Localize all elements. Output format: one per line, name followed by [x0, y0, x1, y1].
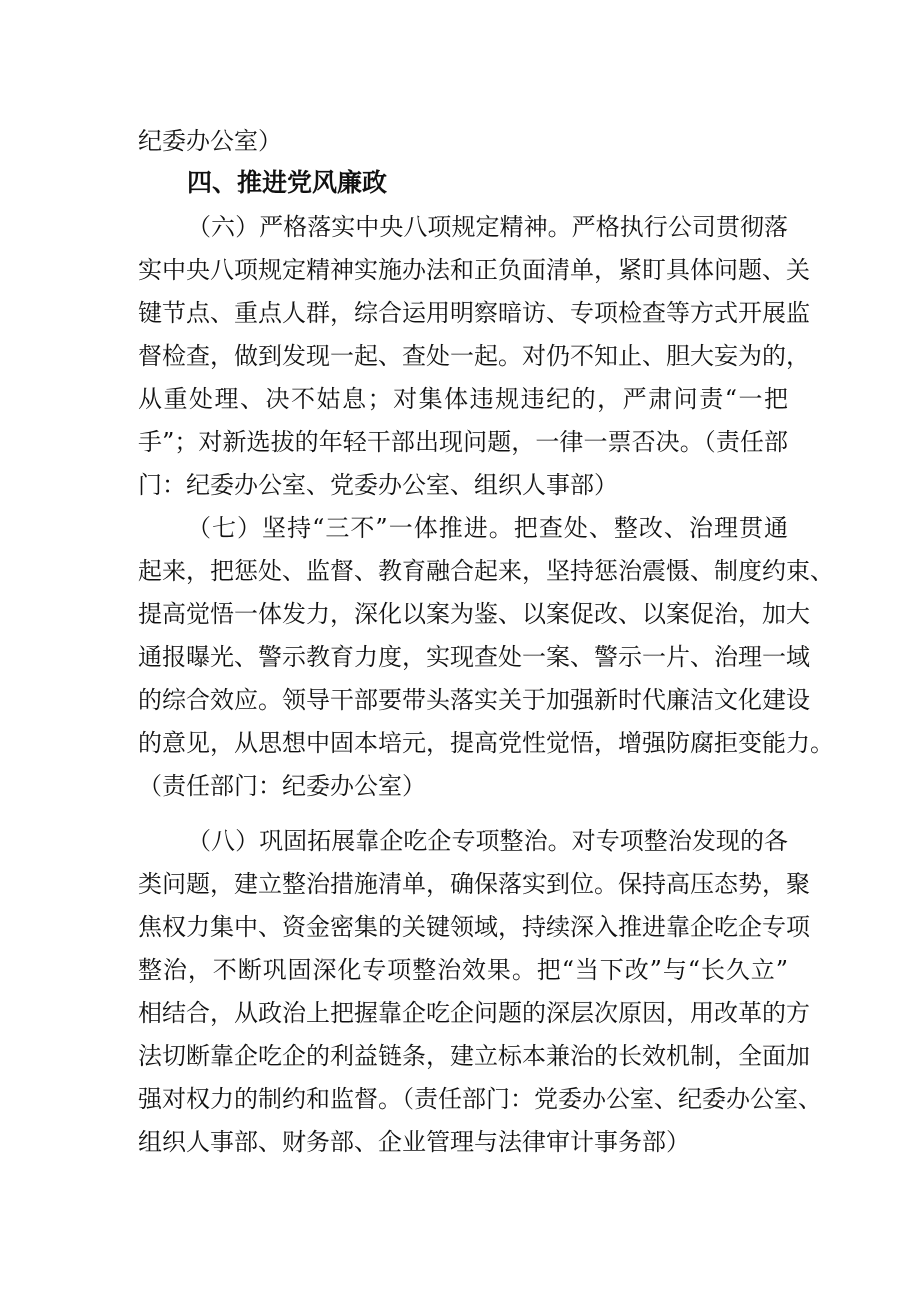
paragraph-line: 通报曝光、警示教育力度，实现查处一案、警示一片、治理一域	[138, 643, 810, 671]
continuation-line: 纪委办公室）	[138, 127, 282, 155]
paragraph-line: （七）坚持“三不”一体推进。把查处、整改、治理贯通	[187, 514, 788, 542]
paragraph-line: 焦权力集中、资金密集的关键领域，持续深入推进靠企吃企专项	[138, 913, 810, 941]
paragraph-line: 组织人事部、财务部、企业管理与法律审计事务部）	[138, 1128, 690, 1156]
paragraph-line: 整治，不断巩固深化专项整治效果。把“当下改”与“长久立”	[138, 956, 788, 984]
paragraph-line: 实中央八项规定精神实施办法和正负面清单，紧盯具体问题、关	[138, 256, 810, 284]
paragraph-line: （责任部门：纪委办公室）	[138, 772, 426, 800]
paragraph-line: 提高觉悟一体发力，深化以案为鉴、以案促改、以案促治，加大	[138, 600, 810, 628]
paragraph-line: 强对权力的制约和监督。（责任部门：党委办公室、纪委办公室、	[138, 1085, 822, 1113]
paragraph-line: 相结合，从政治上把握靠企吃企问题的深层次原因，用改革的方	[138, 999, 810, 1027]
paragraph-line: 起来，把惩处、监督、教育融合起来，坚持惩治震慑、制度约束、	[138, 557, 834, 585]
paragraph-line: 督检查，做到发现一起、查处一起。对仍不知止、胆大妄为的，	[138, 342, 810, 370]
paragraph-line: 从重处理、决不姑息；对集体违规违纪的，严肃问责“一把	[138, 385, 788, 413]
paragraph-line: 的意见，从思想中固本培元，提高党性觉悟，增强防腐拒变能力。	[138, 729, 834, 757]
paragraph-line: 键节点、重点人群，综合运用明察暗访、专项检查等方式开展监	[138, 299, 810, 327]
paragraph-line: 门：纪委办公室、党委办公室、组织人事部）	[138, 471, 618, 499]
paragraph-line: （八）巩固拓展靠企吃企专项整治。对专项整治发现的各	[187, 827, 788, 855]
paragraph-line: 法切断靠企吃企的利益链条，建立标本兼治的长效机制，全面加	[138, 1042, 810, 1070]
paragraph-line: 类问题，建立整治措施清单，确保落实到位。保持高压态势，聚	[138, 870, 810, 898]
section-heading: 四、推进党风廉政	[187, 168, 388, 197]
paragraph-line: （六）严格落实中央八项规定精神。严格执行公司贯彻落	[187, 213, 788, 241]
paragraph-line: 的综合效应。领导干部要带头落实关于加强新时代廉洁文化建设	[138, 686, 810, 714]
paragraph-line: 手”；对新选拔的年轻干部出现问题，一律一票否决。（责任部	[138, 428, 788, 456]
